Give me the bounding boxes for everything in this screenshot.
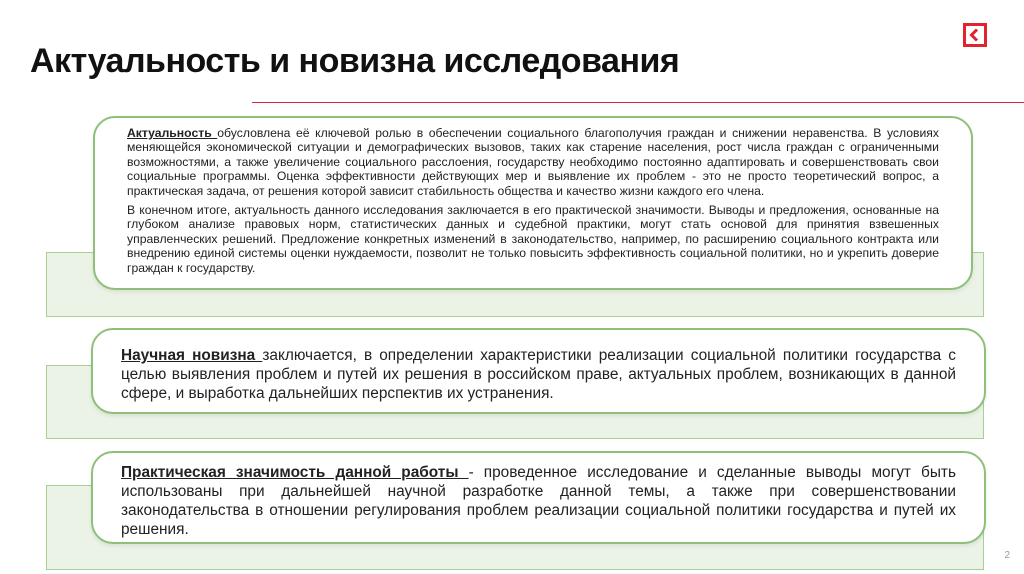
practical-term: Практическая значимость данной работы (121, 464, 469, 481)
relevance-term: Актуальность (127, 126, 218, 140)
practical-card (91, 451, 986, 544)
novelty-paragraph (121, 346, 956, 403)
chevron-left-icon (963, 23, 987, 47)
practical-paragraph (121, 463, 956, 539)
title-underline (252, 102, 1024, 103)
relevance-paragraph-1 (127, 126, 939, 198)
novelty-term: Научная новизна (121, 347, 263, 364)
relevance-card (93, 116, 973, 290)
relevance-paragraph-2: В конечном итоге, актуальность данного исследования заключается в его практической значимости. Выводы и предложения, основанные на глубоком анализе правовых норм, статистических данных и судебной практики, могут стать основой для принятия взвешенных управленческих решений. Предложение конкретных изменений в законодательство, например, по расширению социального контракта или внедрению единой системы оценки нуждаемости, позволит не только повысить эффективность социальной политики, но и укрепить доверие граждан к государству. (127, 203, 939, 275)
relevance-text-1: обусловлена её ключевой ролью в обеспечении социального благополучия граждан и снижении неравенства. В условиях меняющейся экономической ситуации и демографических вызовов, таких как старение населения, рост числа граждан с ограниченными возможностями, а также увеличение социального расслоения, государству необходимо постоянно адаптировать и совершенствовать свои социальные программы. Оценка эффективности действующих мер и выявление их проблем - это не просто теоретический вопрос, а практическая задача, от решения которой зависит стабильность общества и качество жизни каждого его члена. (127, 126, 940, 198)
page-number: 2 (1004, 550, 1010, 561)
practical-text: - проведенное исследование и сделанные выводы могут быть использованы при дальнейшей научной разработке данной темы, а также при совершенствовании законодательства в отношении регулирования проблем реализации социальной политики государства и путей их решения. (121, 464, 956, 538)
slide-title: Актуальность и новизна исследования (30, 42, 680, 80)
novelty-card (91, 328, 986, 414)
novelty-text: заключается, в определении характеристики реализации социальной политики государства с целью выявления проблем и путей их решения в российском праве, актуальных проблем, возникающих в данной сфере, и выработка дальнейших перспектив их устранения. (121, 347, 957, 402)
